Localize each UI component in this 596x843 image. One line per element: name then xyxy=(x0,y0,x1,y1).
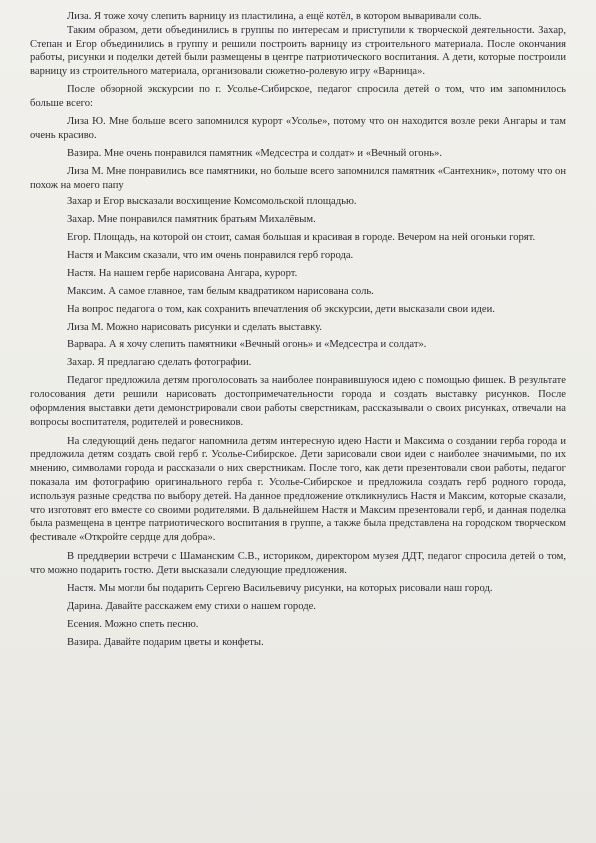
dialogue-line-darina: Дарина. Давайте расскажем ему стихи о нашем городе. xyxy=(67,600,316,612)
dialogue-line-nastya-maksim: Настя и Максим сказали, что им очень понравился герб города. xyxy=(67,249,354,261)
dialogue-line-liza-yu: Лиза Ю. Мне больше всего запомнился курорт «Усолье», потому что он находится возле реки Ангары и там очень красиво. xyxy=(30,115,566,141)
paragraph-guest-meeting: В преддверии встречи с Шаманским С.В., историком, директором музея ДДТ, педагог спросила детей о том, что можно подарить гостю. Дети высказали следующие предложения. xyxy=(30,551,566,576)
dialogue-line-nastya-gerb: Настя. На нашем гербе нарисована Ангара, курорт. xyxy=(67,267,298,279)
dialogue-line-vazira-monument: Вазира. Мне очень понравился памятник «Медсестра и солдат» и «Вечный огонь». xyxy=(67,147,443,159)
dialogue-line-vazira-gift: Вазира. Давайте подарим цветы и конфеты. xyxy=(67,636,264,648)
dialogue-line-eseniya: Есения. Можно спеть песню. xyxy=(67,618,199,630)
dialogue-line-liza-m-exhibition: Лиза М. Можно нарисовать рисунки и сделать выставку. xyxy=(67,321,323,333)
paragraph-city-gerb: На следующий день педагог напомнила детям интересную идею Насти и Максима о создании герба города и предложила детям создать свой герб г. Усолье-Сибирское. Дети зарисовали свои идеи с наиболее значимыми, по их мнению, символами города и рассказали о них сверстникам. После того, как дети презентовали свои работы, педагог показала им фотографию оригинального герба г. Усолье-Сибирское и предложила создать герб родного города, используя разные средства по выбору детей. На данное предложение откликнулись Настя и Максим, которые сказали, что изготовят его вместе со своими родителями. В дальнейшем Настя и Максим презентовали герб, и данная поделка была размещена в центре патриотического воспитания в группе, а также была представлена на городском творческом фестивале «Откройте сердце для добра». xyxy=(30,435,566,544)
paragraph-voting: Педагог предложила детям проголосовать за наиболее понравившуюся идею с помощью фишек. В результате голосования дети решили нарисовать достопримечательности города и создать выставку рисунков. После оформления выставки дети демонстрировали свои работы сверстникам, рассказывали о своих рисунках, отвечали на вопросы воспитателя, родителей и ровесников. xyxy=(30,375,566,428)
dialogue-line-zakhar-egor: Захар и Егор высказали восхищение Комсомольской площадью. xyxy=(67,195,357,207)
dialogue-line-zakhar-monument: Захар. Мне понравился памятник братьям Михалёвым. xyxy=(67,213,316,225)
dialogue-line-maksim-salt: Максим. А самое главное, там белым квадратиком нарисована соль. xyxy=(67,285,374,297)
dialogue-line-egor-square: Егор. Площадь, на которой он стоит, самая большая и красивая в городе. Вечером на ней огоньки горят. xyxy=(67,231,536,243)
paragraph-excursion-question: После обзорной экскурсии по г. Усолье-Сибирское, педагог спросила детей о том, что им запомнилось больше всего: xyxy=(30,84,566,109)
dialogue-line-varvara: Варвара. А я хочу слепить памятники «Вечный огонь» и «Медсестра и солдат». xyxy=(67,339,427,351)
dialogue-line-liza-m-monuments: Лиза М. Мне понравились все памятники, но больше всего запомнился памятник «Сантехник», потому что он похож на моего папу xyxy=(30,165,566,191)
dialogue-line-nastya-gift: Настя. Мы могли бы подарить Сергею Васильевичу рисунки, на которых рисовали наш город. xyxy=(67,582,493,594)
dialogue-line-zakhar-photos: Захар. Я предлагаю сделать фотографии. xyxy=(67,357,252,369)
dialogue-line-liza-varnitsa: Лиза. Я тоже хочу слепить варницу из пластилина, а ещё котёл, в котором вываривали соль. xyxy=(67,11,482,22)
paragraph-groups-by-interest: Таким образом, дети объединились в группы по интересам и приступили к творческой деятельности. Захар, Степан и Егор объединились в группу и решили построить варницу из строительного материала. После окончания работы, рисунки и поделки детей были размещены в центре патриотического воспитания. А дети, которые построили варницу из строительного материала, организовали сюжетно-ролевую игру «Варница». xyxy=(30,24,566,78)
paragraph-impressions-question: На вопрос педагога о том, как сохранить впечатления об экскурсии, дети высказали свои идеи. xyxy=(67,303,495,315)
